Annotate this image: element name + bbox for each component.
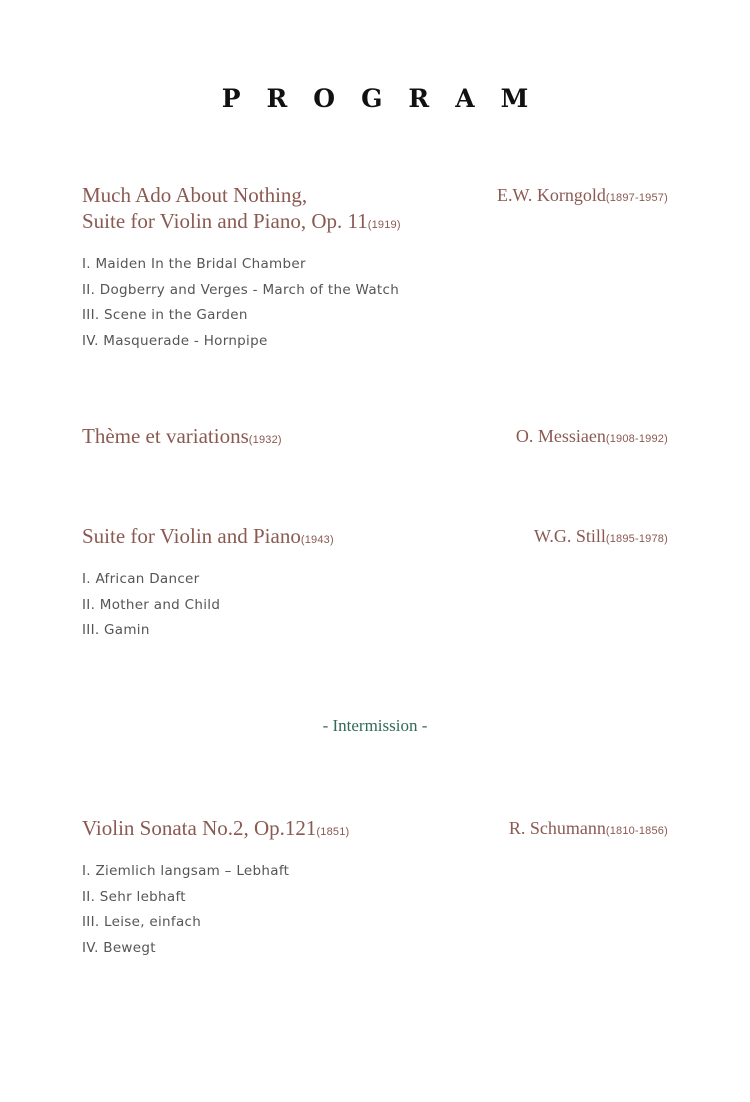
movement-item: II. Dogberry and Verges - March of the Watch [82,281,400,298]
work-header [82,523,668,553]
work-title [82,523,502,553]
composer-name: W.G. Still [534,526,606,546]
composer-dates: (1810-1856) [605,825,668,837]
composer [516,423,668,452]
work-header [82,815,668,845]
program-work-still [82,523,668,644]
movement-item: II. Sehr lebhaft [82,888,186,905]
work-year: (1943) [300,534,334,546]
work-header [82,182,668,238]
intermission-label: - Intermission - [322,716,428,735]
work-title [82,182,502,238]
work-year: (1919) [367,219,401,231]
composer-dates: (1895-1978) [605,533,668,545]
movement-item: III. Leise, einfach [82,914,202,930]
work-title [82,423,502,453]
movement-item: II. Mother and Child [82,596,221,613]
work-title-text: Violin Sonata No.2, Op.121 [82,816,317,840]
work-title-line1: Much Ado About Nothing, [82,183,308,207]
work-year: (1932) [248,434,282,446]
composer-dates: (1908-1992) [605,433,668,445]
movement-item: I. African Dancer [82,571,200,587]
movement-item: IV. Masquerade - Hornpipe [82,332,268,349]
work-title-line2 [82,208,502,238]
composer-name: O. Messiaen [515,426,606,446]
work-year: (1851) [316,826,350,838]
work-title [82,815,502,845]
work-title-line2-text: Suite for Violin and Piano, Op. 11 [82,209,368,233]
movement-list [82,859,668,961]
movement-item: IV. Bewegt [82,939,156,956]
page-title: PROGRAM [221,84,555,113]
program-work-korngold [82,182,668,354]
movement-item: I. Ziemlich langsam – Lebhaft [82,863,290,879]
movement-list [82,567,668,644]
work-header [82,423,668,453]
movement-list [82,252,668,354]
composer [497,182,668,211]
movement-item: III. Scene in the Garden [82,307,248,323]
program-work-messiaen [82,423,668,453]
movement-item: III. Gamin [82,622,150,638]
composer-dates: (1897-1957) [605,192,668,204]
composer [509,815,668,844]
program-work-schumann [82,815,668,961]
composer-name: E.W. Korngold [497,185,606,205]
composer-name: R. Schumann [508,818,606,838]
work-title-text: Suite for Violin and Piano [82,524,301,548]
composer [534,523,668,552]
movement-item: I. Maiden In the Bridal Chamber [82,256,306,272]
work-title-text: Thème et variations [82,424,249,448]
